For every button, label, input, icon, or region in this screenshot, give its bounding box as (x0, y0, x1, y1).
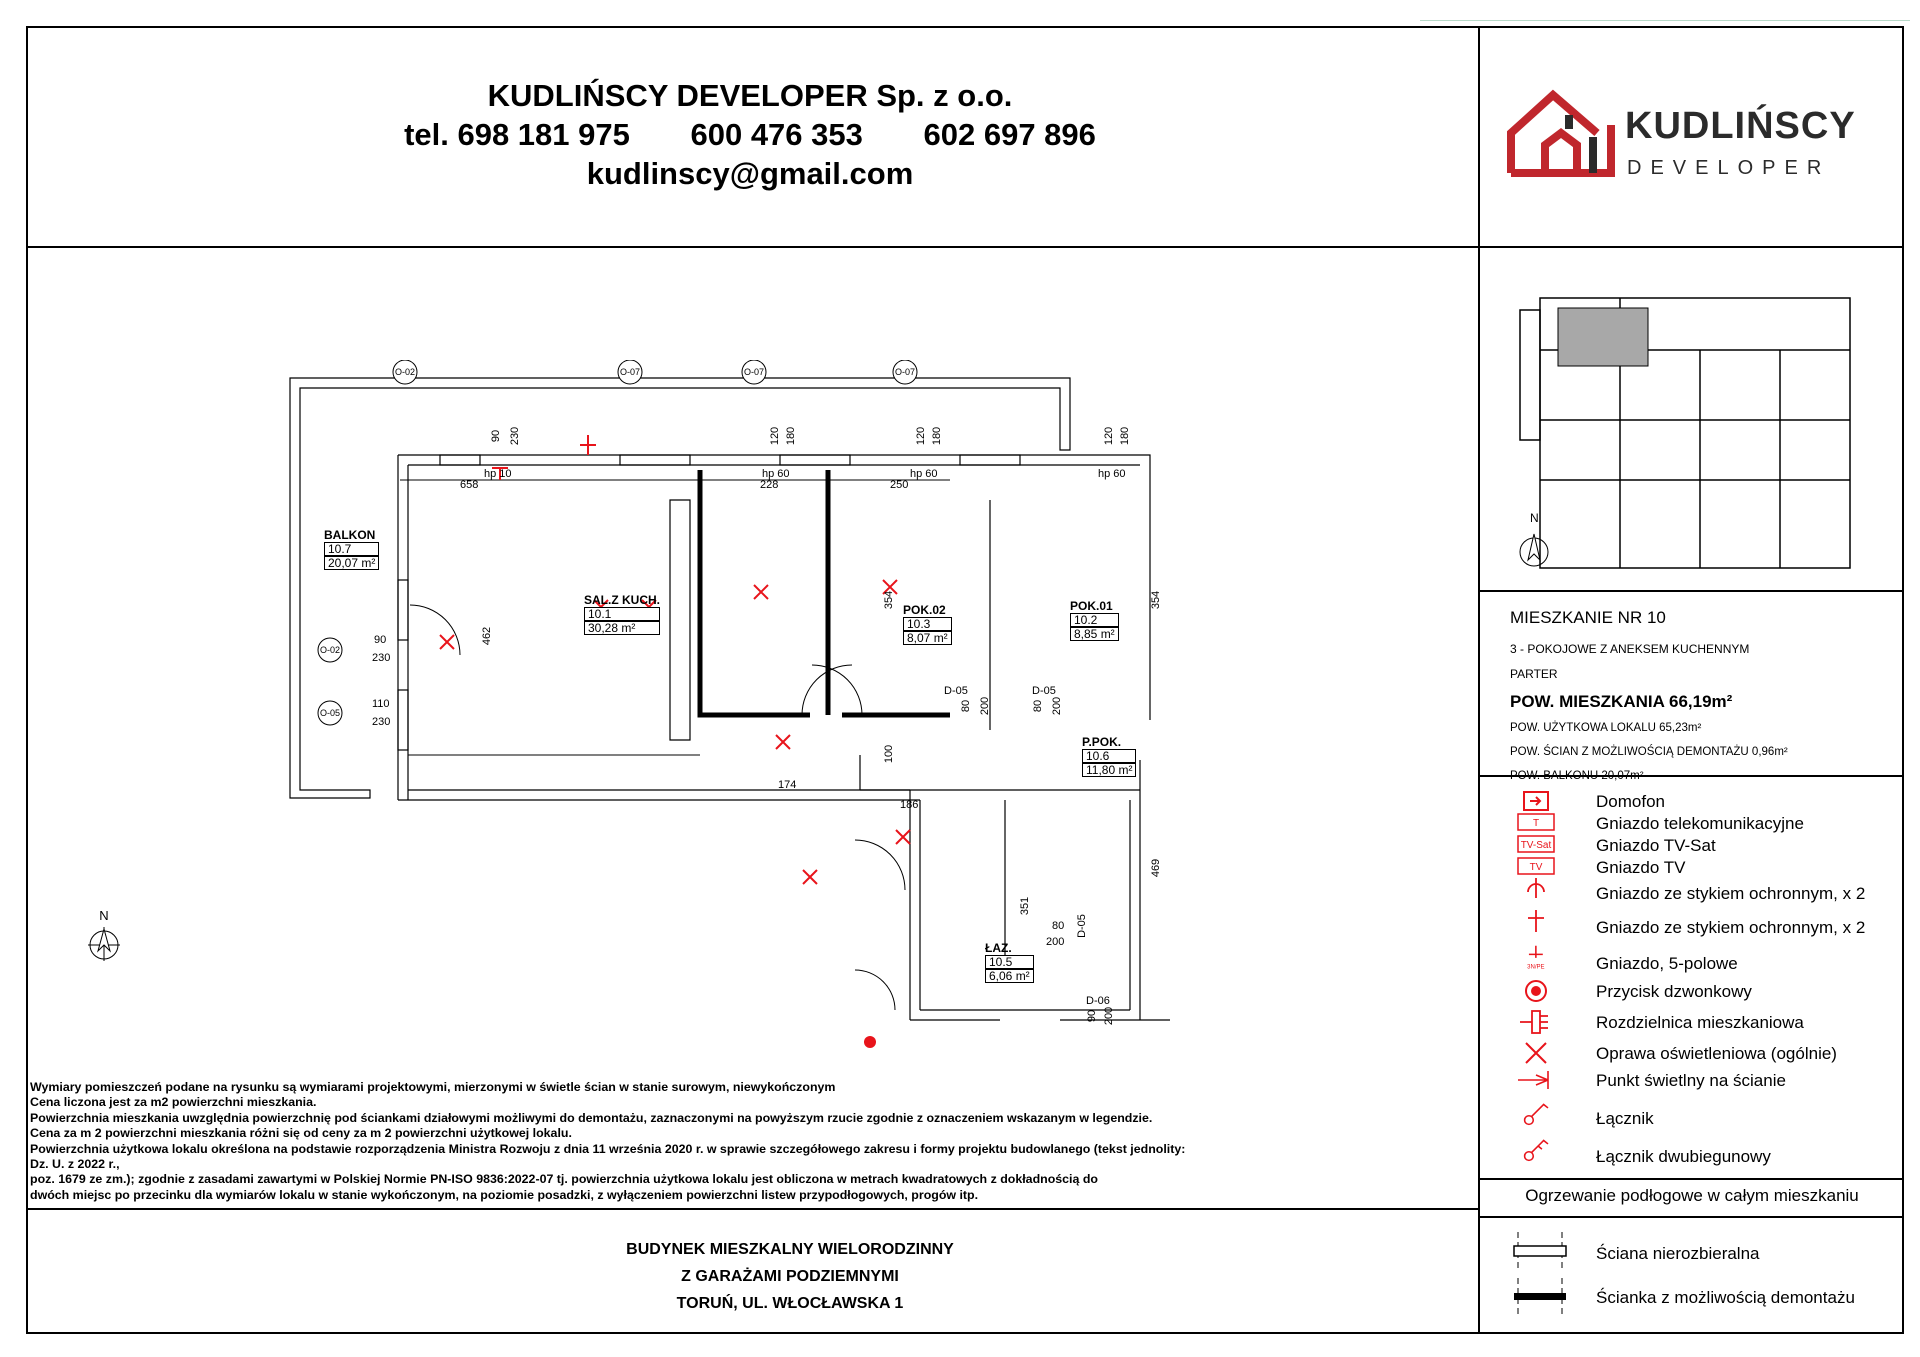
double-switch-icon (1510, 1137, 1560, 1163)
legend-row (1510, 1013, 1890, 1044)
company-header (300, 76, 1200, 193)
legend-label: Gniazdo TV-Sat (1596, 836, 1716, 855)
legend-label: Gniazdo telekomunikacyjne (1596, 814, 1804, 833)
legend-label: Ściana nierozbieralna (1596, 1244, 1760, 1263)
room-number: 10.7 (324, 542, 379, 556)
room-area: 6,06 m² (985, 969, 1034, 983)
footer-divider (26, 1208, 1478, 1210)
room-pok01 (1070, 600, 1119, 641)
key-north-arrow (1520, 511, 1548, 566)
apartment-info (1510, 608, 1890, 794)
svg-text:O-05: O-05 (319, 708, 341, 718)
logo-title: KUDLIŃSCY (1625, 105, 1856, 147)
floor-plan (250, 360, 1230, 1060)
legend-row (1510, 1071, 1890, 1105)
north-label: N (99, 908, 109, 923)
apartment-type: 3 - POKOJOWE Z ANEKSEM KUCHENNYM (1510, 642, 1750, 656)
building-line-3: TORUŃ, UL. WŁOCŁAWSKA 1 (676, 1295, 904, 1312)
removable-wall-icon (1510, 1276, 1570, 1316)
bath-walls (910, 760, 1170, 1023)
legend-row (1510, 1105, 1890, 1141)
legend-row (1510, 858, 1890, 880)
door-dim-8: 200 (1103, 1006, 1116, 1026)
room-name: BALKON (324, 528, 376, 542)
top-accent-line (1420, 20, 1910, 21)
svg-text:TV: TV (1529, 862, 1543, 873)
right-column-divider (1478, 26, 1480, 1334)
heating-note: Ogrzewanie podłogowe w całym mieszkaniu (1525, 1186, 1859, 1205)
company-email: kudlinscy@gmail.com (586, 156, 914, 191)
distribution-board-icon (1510, 1009, 1560, 1035)
usable-area: POW. UŻYTKOWA LOKALU 65,23m² (1510, 722, 1702, 734)
dim-354b: 354 (1150, 590, 1163, 610)
compass-icon (86, 923, 122, 963)
hp-10: hp 10 (484, 468, 512, 480)
building-key-plan (1500, 290, 1870, 580)
note-line: Powierzchnia użytkowa lokalu określona na podstawie rozporządzenia Ministra Rozwoju z dnia 11 września 2020 r. w sprawie szczegółowego zakresu i formy projektu budowlanego (tekst jednolity: Dz. U. z 2022 r., (30, 1141, 1186, 1172)
door-label-3: D-05 (1075, 914, 1088, 938)
phone-line (300, 115, 1200, 154)
window-width-120a: 120 (769, 426, 782, 446)
company-name: KUDLIŃSCY DEVELOPER Sp. z o.o. (487, 78, 1013, 113)
legend-label: Gniazdo, 5-polowe (1596, 954, 1738, 973)
dim-354a: 354 (883, 590, 896, 610)
dim-186: 186 (900, 799, 919, 811)
room-salon (584, 594, 660, 635)
note-line: Powierzchnia mieszkania uwzględnia powierzchnię pod ściankami działowymi możliwymi do demontażu, zaznaczonymi na powyższym rzucie zgodnie z oznaczeniem wskazanym w legendzie. (30, 1110, 1153, 1125)
apartment-name: MIESZKANIE NR 10 (1510, 608, 1666, 627)
wall-light-1 (580, 435, 596, 455)
svg-text:3N/PE: 3N/PE (1527, 964, 1545, 970)
svg-text:T: T (1532, 818, 1540, 829)
legend-label: Gniazdo ze stykiem ochronnym, x 2 (1596, 884, 1866, 903)
double-socket-icon (1510, 876, 1560, 902)
svg-text:O-07: O-07 (894, 367, 916, 377)
window-height-230c: 230 (372, 716, 391, 728)
legend-row (1510, 836, 1890, 858)
window-width-90b: 90 (374, 634, 387, 646)
balcony-outline (290, 378, 1070, 798)
svg-text:O-02: O-02 (319, 645, 341, 655)
wall-legend-row (1510, 1230, 1890, 1276)
room-name: P.POK. (1082, 735, 1122, 749)
house-logo-icon (1505, 85, 1617, 180)
dim-469: 469 (1150, 858, 1163, 878)
apartment-bottom-wall (398, 790, 920, 800)
room-pok02 (903, 604, 952, 645)
hp-60-a: hp 60 (762, 468, 790, 480)
window-5 (398, 580, 408, 640)
building-line-1: BUDYNEK MIESZKALNY WIELORODZINNY (626, 1241, 954, 1258)
removable-walls-area: POW. ŚCIAN Z MOŻLIWOŚCIĄ DEMONTAŻU 0,96m² (1510, 746, 1788, 758)
legend-label: Gniazdo ze stykiem ochronnym, x 2 (1596, 918, 1866, 937)
ceiling-light-8 (803, 870, 817, 884)
apartment-highlight (1558, 308, 1648, 366)
hp-60-b: hp 60 (910, 468, 938, 480)
dim-351: 351 (1019, 896, 1032, 916)
legend-label: Przycisk dzwonkowy (1596, 982, 1752, 1001)
five-pole-socket-icon (1510, 944, 1560, 970)
legend-row (1510, 880, 1890, 912)
door-dim-5: 80 (1052, 920, 1065, 932)
north-arrow (84, 908, 124, 978)
phone-1: tel. 698 181 975 (404, 117, 630, 152)
door-dim-7: 90 (1086, 1009, 1099, 1023)
door-dim-2: 200 (979, 696, 992, 716)
window-6 (398, 690, 408, 750)
svg-text:O-02: O-02 (394, 367, 416, 377)
note-line: Wymiary pomieszczeń podane na rysunku są wymiarami projektowymi, mierzonymi w świetle ścian w stanie surowym, niewykończonym (30, 1080, 836, 1094)
corridor-walls (860, 755, 1140, 960)
door-label-4: D-06 (1086, 995, 1110, 1007)
legend-label: Oprawa oświetleniowa (ogólnie) (1596, 1044, 1837, 1063)
door-dim-1: 80 (960, 699, 973, 713)
header-divider (26, 246, 1904, 248)
note-line: Cena liczona jest za m2 powierzchni mieszkania. (30, 1095, 317, 1110)
window-width-90: 90 (490, 429, 503, 443)
door-dim-3: 80 (1032, 699, 1045, 713)
heating-divider-bottom (1478, 1216, 1904, 1218)
legend-row (1510, 912, 1890, 948)
doorbell-marker (864, 1036, 876, 1048)
window-height-230: 230 (509, 426, 522, 446)
switch-icon (1510, 1101, 1560, 1127)
note-line: poz. 1679 ze zm.); zgodnie z zasadami zawartymi w Polskiej Normie PN-ISO 9836:2022-07 tj. powierzchnia użytkowa lokalu jest obliczona w metrach kwadratowych z dokładnością do (30, 1172, 1098, 1187)
building-info (560, 1236, 1020, 1317)
phone-2: 600 476 353 (690, 117, 863, 152)
ceiling-light-6 (776, 735, 790, 749)
room-area: 8,07 m² (903, 631, 952, 645)
room-number: 10.3 (903, 617, 952, 631)
legend-row (1510, 814, 1890, 836)
note-line: Cena za m 2 powierzchni mieszkania różni się od ceny za m 2 powierzchni użytkowej lokalu. (30, 1126, 572, 1141)
legend-label: Domofon (1596, 792, 1665, 811)
legend-row (1510, 948, 1890, 982)
svg-text:N: N (1530, 511, 1539, 525)
ceiling-light-icon (1510, 1040, 1560, 1066)
balcony-area: POW. BALKONU 20,07m² (1510, 770, 1644, 782)
double-socket-alt-icon (1510, 908, 1560, 934)
room-name: SAL.Z KUCH. (584, 593, 660, 607)
dim-100: 100 (883, 744, 896, 764)
door-label-1: D-05 (944, 685, 968, 697)
window-height-180c: 180 (1119, 426, 1132, 446)
info-divider (1478, 590, 1904, 592)
ceiling-light-4 (754, 585, 768, 599)
window-1 (440, 455, 480, 465)
window-width-120c: 120 (1103, 426, 1116, 446)
exterior-wall-top (398, 455, 1150, 800)
door-label-2: D-05 (1032, 685, 1056, 697)
legend-row (1510, 982, 1890, 1013)
legend-label: Gniazdo TV (1596, 858, 1686, 877)
room-area: 20,07 m² (324, 556, 379, 570)
wall-legend-row (1510, 1276, 1890, 1322)
svg-text:O-07: O-07 (743, 367, 765, 377)
window-width-120b: 120 (915, 426, 928, 446)
legend-row (1510, 1044, 1890, 1071)
legend-label: Łącznik dwubiegunowy (1596, 1147, 1771, 1166)
door-dim-4: 200 (1051, 696, 1064, 716)
logo-subtitle: DEVELOPER (1627, 157, 1831, 179)
svg-text:O-07: O-07 (619, 367, 641, 377)
room-name: POK.01 (1070, 599, 1113, 613)
ceiling-light-7 (896, 830, 910, 844)
heating-divider-top (1478, 1178, 1904, 1180)
kitchen-block (670, 500, 690, 740)
building-line-2: Z GARAŻAMI PODZIEMNYMI (681, 1268, 899, 1285)
hp-60-c: hp 60 (1098, 468, 1126, 480)
room-number: 10.1 (584, 607, 660, 621)
room-laz (985, 942, 1034, 983)
dim-462: 462 (481, 626, 494, 646)
legend-label: Punkt świetlny na ścianie (1596, 1071, 1786, 1090)
legend-row (1510, 1141, 1890, 1175)
window-3 (780, 455, 850, 465)
window-height-180a: 180 (785, 426, 798, 446)
wall-light-icon (1510, 1067, 1560, 1093)
note-line: dwóch miejsc po przecinku dla wymiarów lokalu w stanie wykończonym, na poziomie posadzki, z wyłączeniem powierzchni listew przypodłogowych, progów itp. (30, 1187, 979, 1202)
electrical-legend (1510, 792, 1890, 1175)
ceiling-light-1 (440, 635, 454, 649)
window-height-180b: 180 (931, 426, 944, 446)
removable-wall-pok02 (700, 470, 810, 715)
apartment-floor: PARTER (1510, 667, 1558, 681)
window-height-230b: 230 (372, 652, 391, 664)
room-area: 11,80 m² (1082, 763, 1136, 777)
window-2 (620, 455, 690, 465)
room-number: 10.2 (1070, 613, 1119, 627)
room-name: POK.02 (903, 603, 946, 617)
door-dim-6: 200 (1046, 936, 1065, 948)
legend-label: Łącznik (1596, 1109, 1654, 1128)
legend-row (1510, 792, 1890, 814)
bearing-wall-icon (1510, 1230, 1570, 1270)
room-area: 30,28 m² (584, 621, 660, 635)
dim-250: 250 (890, 479, 909, 491)
window-4 (960, 455, 1020, 465)
doorbell-icon (1510, 978, 1560, 1004)
disclaimer-notes (30, 1080, 1190, 1203)
room-balkon (324, 529, 379, 570)
dim-228: 228 (760, 479, 779, 491)
legend-label: Ścianka z możliwością demontażu (1596, 1288, 1855, 1307)
window-width-110: 110 (372, 698, 390, 710)
dim-658: 658 (460, 479, 479, 491)
walls-legend (1510, 1230, 1890, 1322)
room-ppok (1082, 736, 1136, 777)
svg-text:TV-Sat: TV-Sat (1520, 840, 1552, 851)
room-area: 8,85 m² (1070, 627, 1119, 641)
apartment-area: POW. MIESZKANIA 66,19m² (1510, 692, 1733, 711)
room-number: 10.5 (985, 955, 1034, 969)
phone-3: 602 697 896 (923, 117, 1096, 152)
room-number: 10.6 (1082, 749, 1136, 763)
legend-label: Rozdzielnica mieszkaniowa (1596, 1013, 1804, 1032)
dim-174: 174 (778, 779, 797, 791)
room-name: ŁAZ. (985, 941, 1012, 955)
company-logo (1505, 85, 1885, 195)
